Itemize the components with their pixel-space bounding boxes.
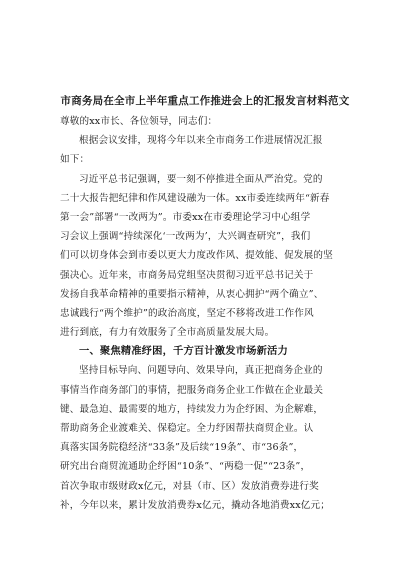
body-line: 根据会议安排，现将今年以来全市商务工作进展情况汇报 [79,135,323,147]
body-line: 忠诚践行“两个维护”的政治高度，坚定不移将改进工作作风 [60,307,314,319]
body-line: 如下： [60,154,90,166]
body-line: 键、最急迫、最需要的地方，持续发力为企纾困、为企解难， [60,403,324,415]
document-title: 市商务局在全市上半年重点工作推进会上的汇报发言材料范文 [60,95,350,107]
body-line: 研究出台商贸流通助企纾困“10条”、“两稳一促”“23条”， [60,461,311,473]
salutation-line: 尊敬的xx市长、各位领导，同志们： [60,116,218,127]
body-line: 第一会”部署“一改两为”。市委xx在市委理论学习中心组学 [60,211,311,223]
body-line: 坚持目标导向、问题导向、效果导向，真正把商务企业的 [79,365,323,377]
body-line: 们可以切身体会到市委以更大力度改作风、提效能、促发展的坚 [60,250,333,262]
body-line: 首次争取市级财政x亿元，对县（市、区）发放消费券进行奖 [60,480,319,492]
body-line: 帮助商务企业渡难关、保稳定。全力纾困帮扶商贸企业。认 [60,423,314,434]
body-line: 习会议上强调“持续深化‘一改两为’，大兴调查研究”，我们 [60,231,311,243]
body-line: 二十大报告把纪律和作风建设融为一体。xx市委连续两年“新春 [60,192,330,204]
body-line: 强决心。近年来，市商务局党组坚决贯彻习近平总书记关于 [60,269,314,281]
body-line: 补，今年以来，累计发放消费券x亿元，撬动各地消费xx亿元； [60,499,331,511]
body-line: 习近平总书记强调，要一刻不停推进全面从严治党。党的 [79,173,323,185]
body-line: 进行到底，有力有效服务了全市高质量发展大局。 [60,327,275,339]
body-line: 发扬自我革命精神的重要指示精神，从衷心拥护“两个确立”、 [60,288,324,300]
body-line: 事情当作商务部门的事情，把服务商务企业工作做在企业最关 [60,384,324,396]
section-heading: 一、聚焦精准纾困，千方百计激发市场新活力 [79,345,288,358]
document-body [60,112,360,515]
body-line: 真落实国务院稳经济“33条”及后续“19条”、市“36条”， [60,442,304,454]
